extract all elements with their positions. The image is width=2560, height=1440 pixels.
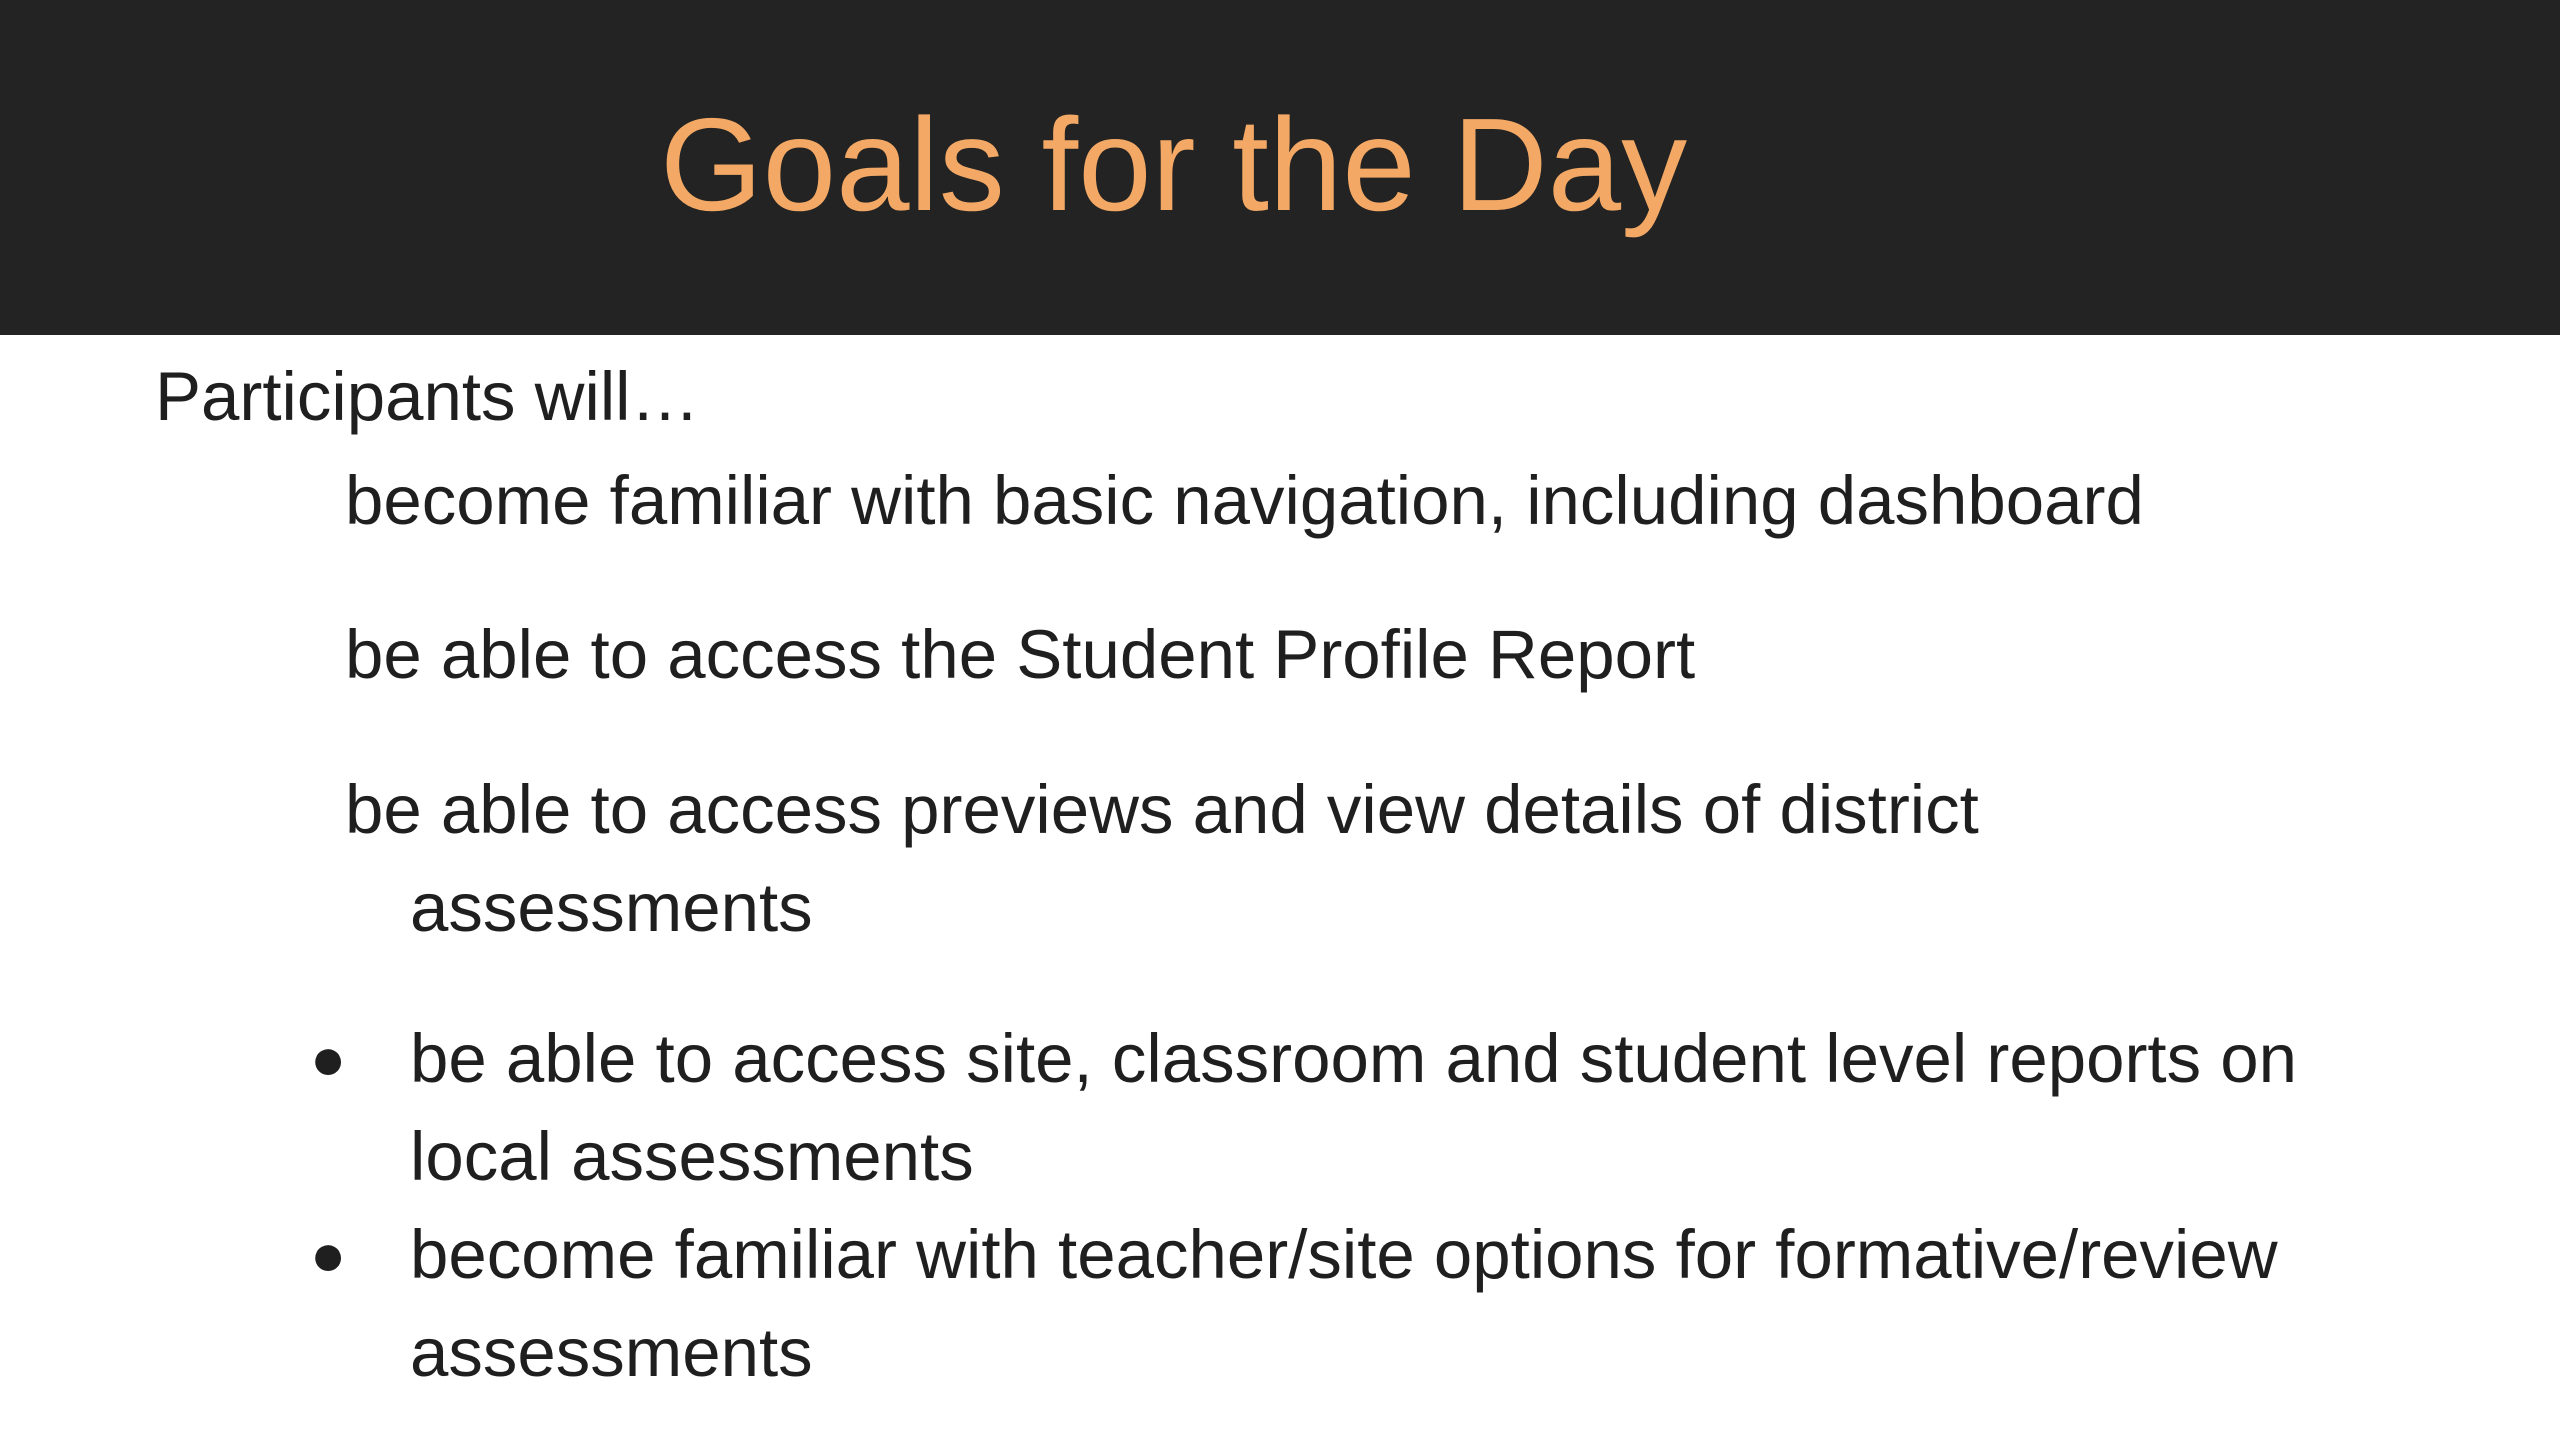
goal-item-3 [345, 761, 2245, 957]
slide-title: Goals for the Day [660, 91, 1688, 238]
title-bar [0, 0, 2560, 335]
goal-item-1: become familiar with basic navigation, including dashboard [345, 462, 2144, 539]
goal-item-3-line-2: assessments [410, 869, 813, 946]
goal-item-5 [310, 1206, 2390, 1402]
goal-item-4-text: be able to access site, classroom and student level reports on local assessments [410, 1020, 2298, 1195]
goal-item-3-line-1: be able to access previews and view details of district [345, 771, 1979, 848]
goal-item-4 [310, 1010, 2390, 1206]
bullet-icon: ● [310, 1221, 347, 1288]
goal-item-2: be able to access the Student Profile Report [345, 616, 1696, 693]
intro-text: Participants will… [155, 358, 700, 435]
bullet-icon: ● [310, 1025, 347, 1092]
goal-item-5-text: become familiar with teacher/site options for formative/review assessments [410, 1216, 2278, 1391]
